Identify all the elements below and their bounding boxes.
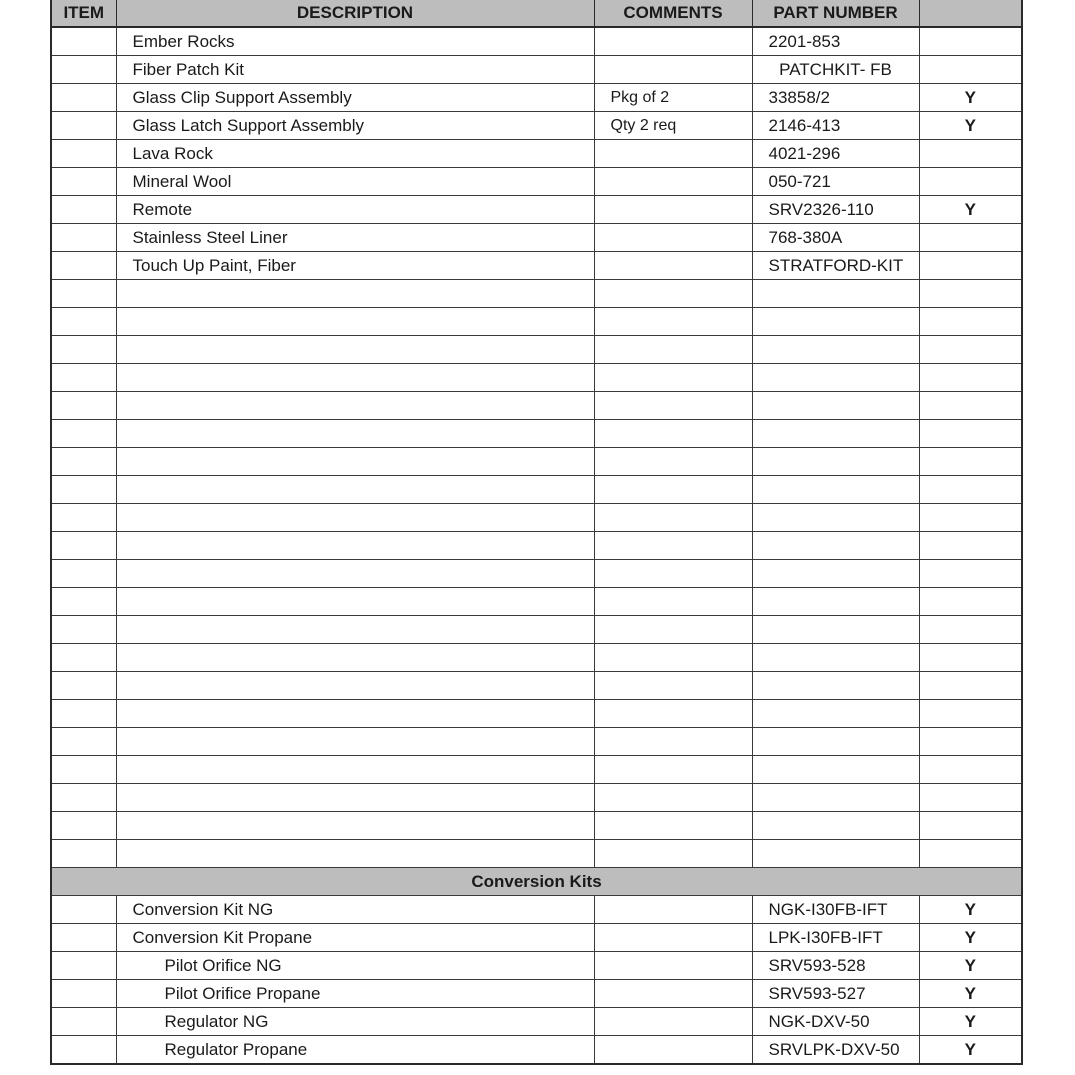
empty-row [51,644,1022,672]
description-cell [116,812,594,840]
comments-cell [594,728,752,756]
flag-cell [919,476,1022,504]
flag-cell [919,168,1022,196]
empty-row [51,588,1022,616]
table-row [51,84,1022,112]
part-number-cell: SRV2326-110 [752,196,919,224]
part-number-cell [752,560,919,588]
header-flag [919,0,1022,27]
header-description: DESCRIPTION [116,0,594,27]
description-cell: Touch Up Paint, Fiber [116,252,594,280]
part-number-cell [752,728,919,756]
part-number-cell [752,644,919,672]
table-row [51,196,1022,224]
part-number-cell: STRATFORD-KIT [752,252,919,280]
comments-cell [594,1008,752,1036]
comments-cell [594,140,752,168]
comments-cell [594,392,752,420]
item-cell [51,1008,116,1036]
empty-row [51,812,1022,840]
empty-row [51,420,1022,448]
item-cell [51,840,116,868]
table-row [51,896,1022,924]
table-row [51,1008,1022,1036]
part-number-cell [752,616,919,644]
item-cell [51,784,116,812]
flag-cell: Y [919,896,1022,924]
comments-cell [594,27,752,56]
item-cell [51,728,116,756]
item-cell [51,476,116,504]
description-cell [116,616,594,644]
header-part-number: PART NUMBER [752,0,919,27]
empty-row [51,364,1022,392]
comments-cell [594,168,752,196]
flag-cell [919,140,1022,168]
empty-rows [51,280,1022,868]
flag-cell: Y [919,196,1022,224]
description-cell [116,448,594,476]
item-cell [51,168,116,196]
item-cell [51,336,116,364]
empty-row [51,504,1022,532]
comments-cell [594,896,752,924]
flag-cell [919,700,1022,728]
description-cell [116,588,594,616]
header-item: ITEM [51,0,116,27]
comments-cell: Pkg of 2 [594,84,752,112]
item-cell [51,140,116,168]
item-cell [51,224,116,252]
flag-cell: Y [919,1008,1022,1036]
part-number-cell [752,532,919,560]
comments-cell [594,308,752,336]
empty-row [51,616,1022,644]
comments-cell [594,560,752,588]
description-cell [116,700,594,728]
flag-cell [919,336,1022,364]
description-cell: Pilot Orifice NG [116,952,594,980]
comments-cell [594,980,752,1008]
flag-cell [919,644,1022,672]
empty-row [51,532,1022,560]
comments-cell [594,672,752,700]
item-cell [51,812,116,840]
table-row [51,980,1022,1008]
description-cell [116,280,594,308]
table-row [51,168,1022,196]
table-row [51,27,1022,56]
part-number-cell [752,280,919,308]
flag-cell [919,504,1022,532]
part-number-cell [752,784,919,812]
part-number-cell [752,336,919,364]
table-row [51,140,1022,168]
comments-cell [594,924,752,952]
flag-cell [919,532,1022,560]
comments-cell [594,448,752,476]
flag-cell [919,672,1022,700]
flag-cell [919,784,1022,812]
table-row [51,252,1022,280]
description-cell [116,364,594,392]
description-cell [116,756,594,784]
comments-cell [594,644,752,672]
description-cell: Lava Rock [116,140,594,168]
flag-cell [919,840,1022,868]
item-cell [51,84,116,112]
part-number-cell: 4021-296 [752,140,919,168]
item-cell [51,252,116,280]
description-cell [116,420,594,448]
description-cell: Remote [116,196,594,224]
comments-cell [594,252,752,280]
comments-cell [594,756,752,784]
item-cell [51,924,116,952]
part-number-cell [752,504,919,532]
description-cell: Regulator Propane [116,1036,594,1065]
comments-cell [594,56,752,84]
part-number-cell: 768-380A [752,224,919,252]
section-header-row [51,868,1022,896]
item-cell [51,952,116,980]
empty-row [51,840,1022,868]
item-cell [51,392,116,420]
part-number-cell [752,700,919,728]
description-cell [116,784,594,812]
item-cell [51,56,116,84]
section-title: Conversion Kits [51,868,1022,896]
description-cell: Fiber Patch Kit [116,56,594,84]
empty-row [51,308,1022,336]
item-cell [51,616,116,644]
description-cell [116,672,594,700]
item-cell [51,588,116,616]
item-cell [51,1036,116,1065]
empty-row [51,476,1022,504]
item-cell [51,756,116,784]
comments-cell [594,784,752,812]
part-number-cell [752,420,919,448]
comments-cell [594,1036,752,1065]
item-cell [51,644,116,672]
comments-cell [594,532,752,560]
comments-cell [594,700,752,728]
flag-cell [919,616,1022,644]
comments-cell [594,280,752,308]
comments-cell [594,616,752,644]
description-cell: Regulator NG [116,1008,594,1036]
flag-cell [919,392,1022,420]
flag-cell: Y [919,980,1022,1008]
item-cell [51,532,116,560]
description-cell [116,532,594,560]
description-cell [116,644,594,672]
comments-cell [594,504,752,532]
comments-cell [594,476,752,504]
flag-cell [919,812,1022,840]
description-cell [116,392,594,420]
flag-cell [919,56,1022,84]
description-cell [116,560,594,588]
description-cell [116,308,594,336]
part-number-cell [752,476,919,504]
part-number-cell [752,308,919,336]
empty-row [51,560,1022,588]
empty-row [51,336,1022,364]
table-row [51,56,1022,84]
part-number-cell [752,392,919,420]
comments-cell [594,224,752,252]
part-number-cell: SRV593-527 [752,980,919,1008]
flag-cell [919,252,1022,280]
item-cell [51,364,116,392]
item-cell [51,980,116,1008]
item-cell [51,560,116,588]
part-number-cell: NGK-I30FB-IFT [752,896,919,924]
flag-cell [919,728,1022,756]
empty-row [51,728,1022,756]
item-cell [51,896,116,924]
part-number-cell: 2146-413 [752,112,919,140]
description-cell [116,476,594,504]
item-cell [51,672,116,700]
comments-cell [594,588,752,616]
empty-row [51,392,1022,420]
flag-cell: Y [919,1036,1022,1065]
table-row [51,224,1022,252]
part-number-cell [752,448,919,476]
flag-cell: Y [919,952,1022,980]
part-number-cell: SRV593-528 [752,952,919,980]
description-cell [116,336,594,364]
description-cell: Glass Latch Support Assembly [116,112,594,140]
part-number-cell [752,588,919,616]
table-row [51,952,1022,980]
part-number-cell: 2201-853 [752,27,919,56]
table-row [51,112,1022,140]
empty-row [51,672,1022,700]
flag-cell [919,756,1022,784]
empty-row [51,784,1022,812]
part-number-cell [752,840,919,868]
part-number-cell: NGK-DXV-50 [752,1008,919,1036]
part-number-cell: 050-721 [752,168,919,196]
part-number-cell: SRVLPK-DXV-50 [752,1036,919,1065]
item-cell [51,196,116,224]
flag-cell [919,448,1022,476]
comments-cell [594,812,752,840]
comments-cell [594,196,752,224]
description-cell: Stainless Steel Liner [116,224,594,252]
header-row [51,0,1022,27]
item-cell [51,27,116,56]
comments-cell [594,420,752,448]
parts-table [50,0,1023,1065]
item-cell [51,308,116,336]
flag-cell: Y [919,112,1022,140]
flag-cell [919,224,1022,252]
comments-cell: Qty 2 req [594,112,752,140]
table-row [51,1036,1022,1065]
table-row [51,924,1022,952]
part-number-cell [752,756,919,784]
part-number-cell [752,364,919,392]
header-comments: COMMENTS [594,0,752,27]
description-cell: Mineral Wool [116,168,594,196]
description-cell: Ember Rocks [116,27,594,56]
comments-cell [594,364,752,392]
flag-cell [919,588,1022,616]
description-cell: Glass Clip Support Assembly [116,84,594,112]
description-cell [116,840,594,868]
flag-cell [919,308,1022,336]
empty-row [51,448,1022,476]
part-number-cell: 33858/2 [752,84,919,112]
empty-row [51,700,1022,728]
item-cell [51,420,116,448]
flag-cell [919,364,1022,392]
part-number-cell: PATCHKIT- FB [752,56,919,84]
comments-cell [594,840,752,868]
part-number-cell [752,812,919,840]
flag-cell [919,280,1022,308]
empty-row [51,280,1022,308]
description-cell: Conversion Kit NG [116,896,594,924]
comments-cell [594,336,752,364]
comments-cell [594,952,752,980]
empty-row [51,756,1022,784]
flag-cell: Y [919,84,1022,112]
flag-cell: Y [919,924,1022,952]
description-cell [116,504,594,532]
description-cell: Pilot Orifice Propane [116,980,594,1008]
item-cell [51,700,116,728]
part-number-cell: LPK-I30FB-IFT [752,924,919,952]
flag-cell [919,560,1022,588]
description-cell: Conversion Kit Propane [116,924,594,952]
item-cell [51,112,116,140]
flag-cell [919,27,1022,56]
item-cell [51,448,116,476]
part-number-cell [752,672,919,700]
flag-cell [919,420,1022,448]
item-cell [51,504,116,532]
item-cell [51,280,116,308]
description-cell [116,728,594,756]
